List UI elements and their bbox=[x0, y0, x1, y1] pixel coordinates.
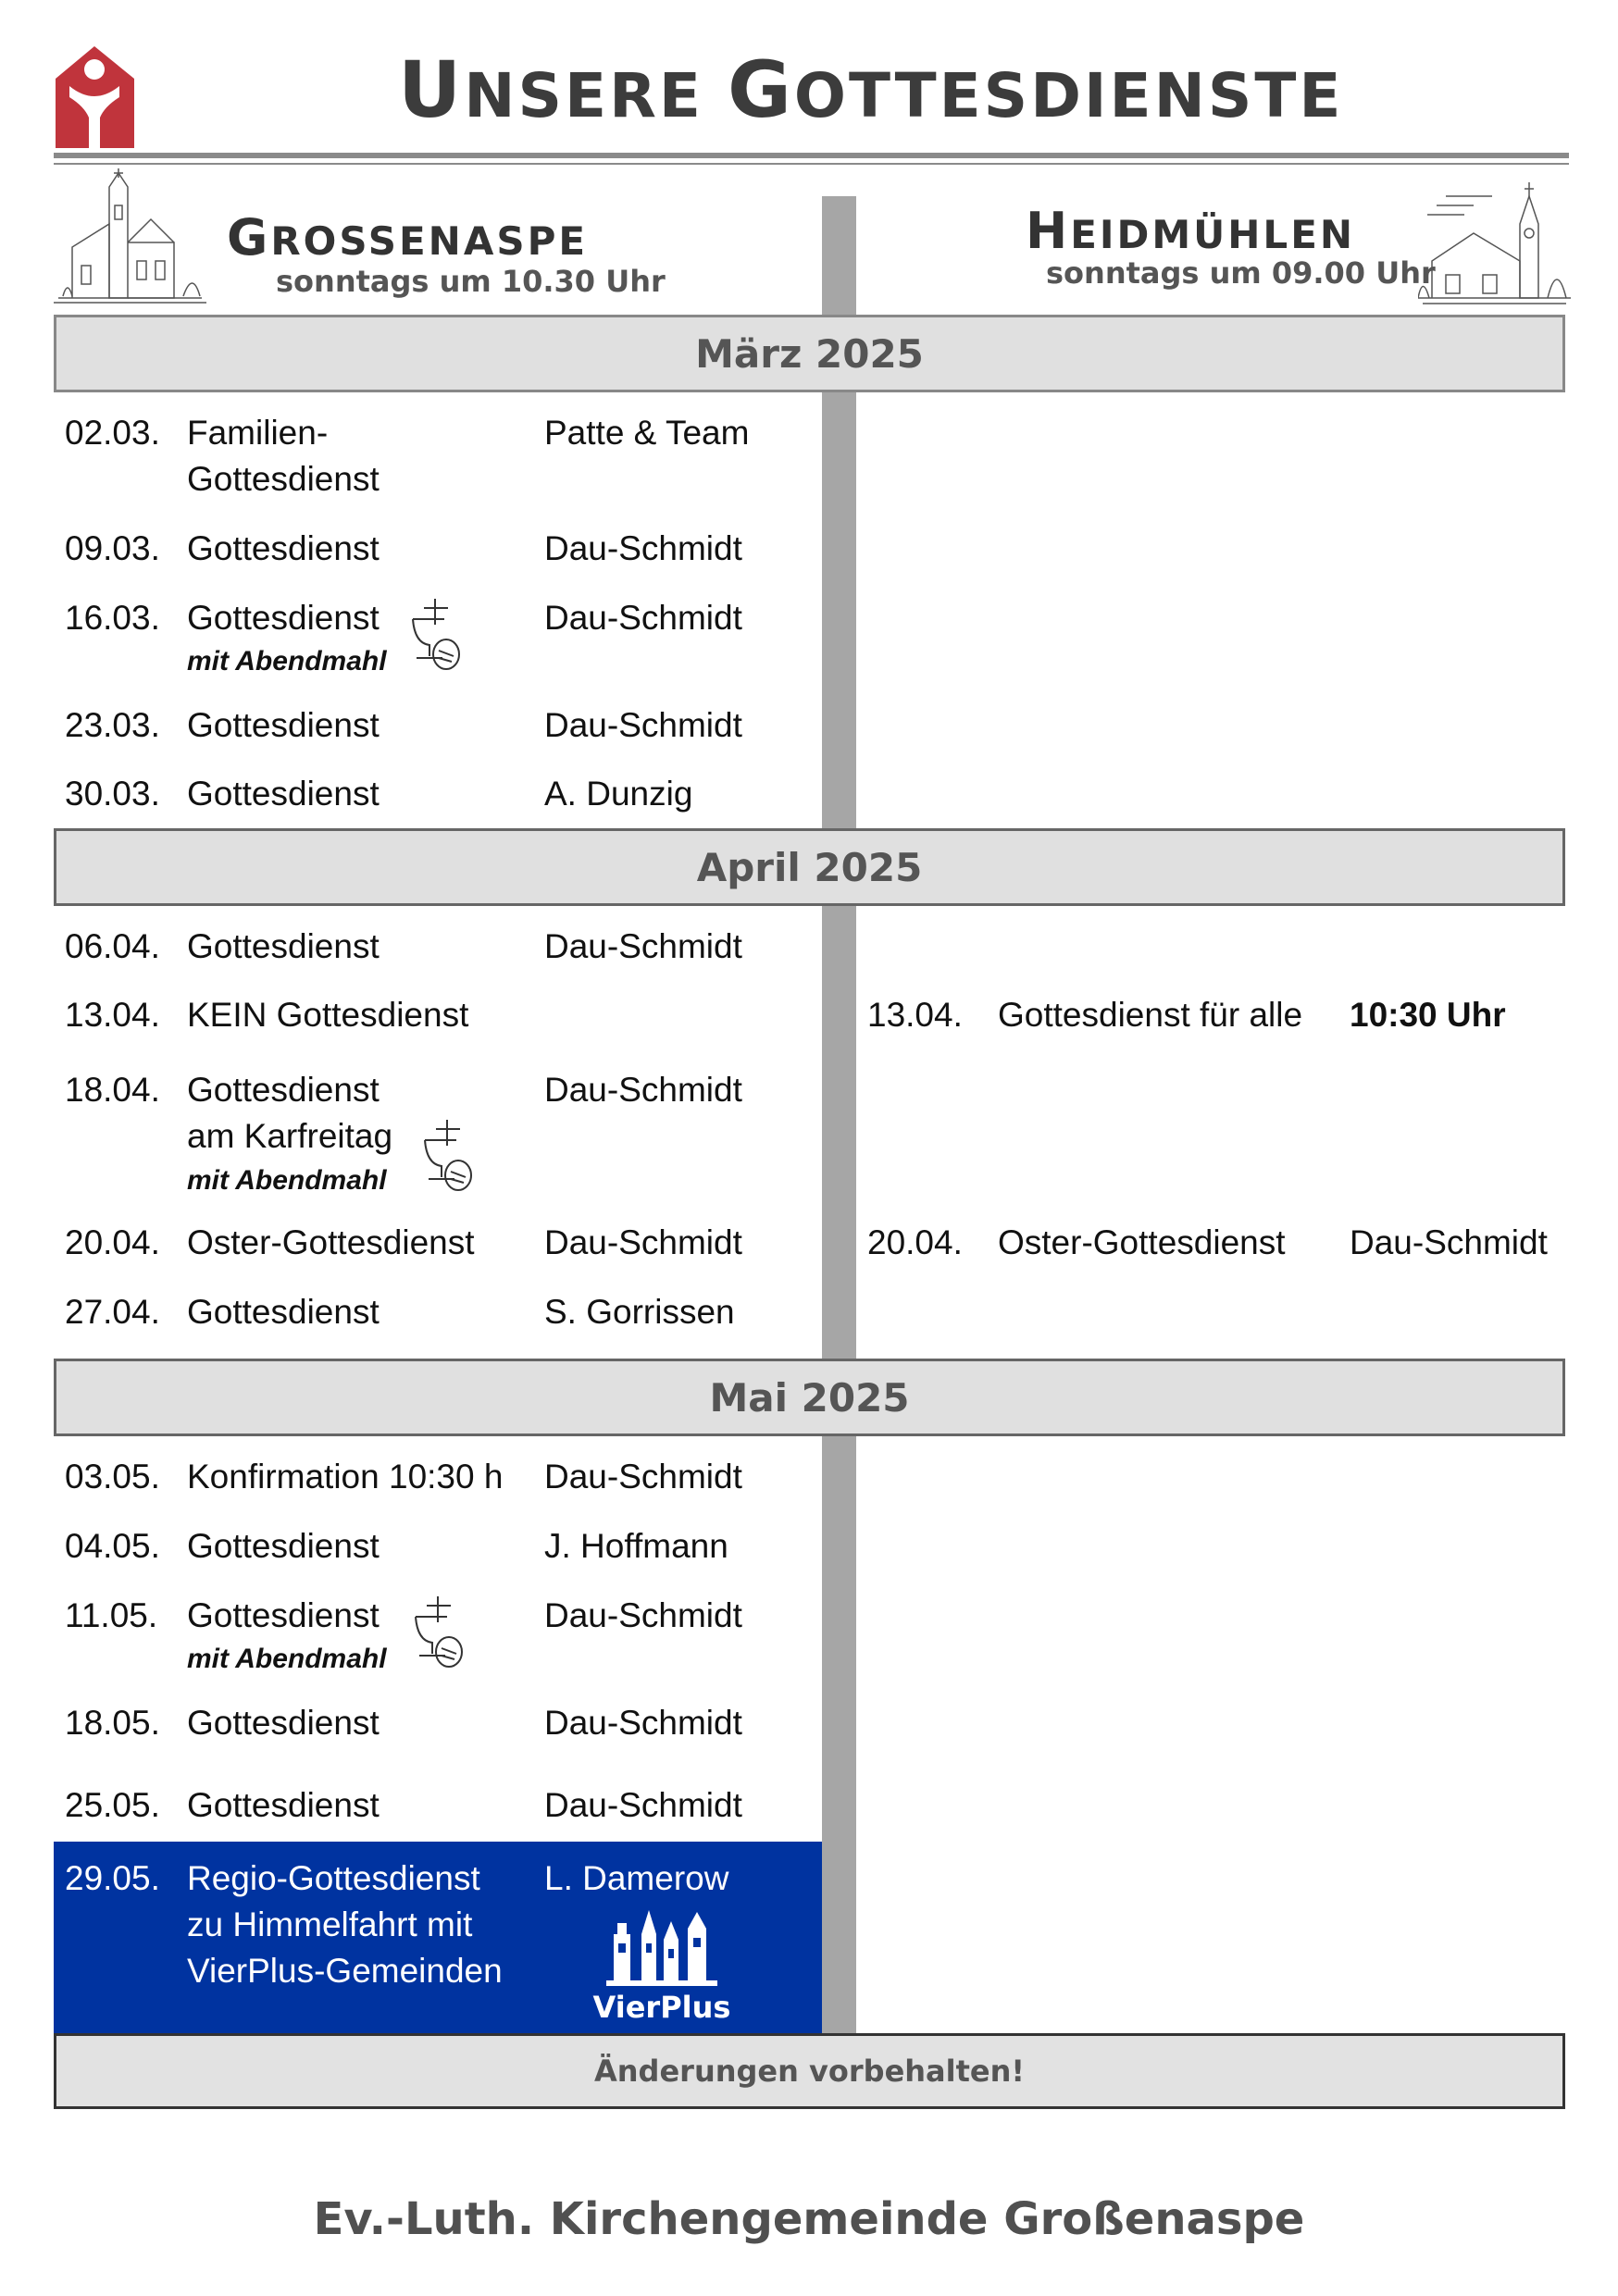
vierplus-logo-text: VierPlus bbox=[592, 1990, 731, 2025]
month-header-april: April 2025 bbox=[54, 828, 1565, 906]
church-sketch-right-icon bbox=[1418, 168, 1571, 307]
header-rule-thin bbox=[54, 163, 1569, 165]
column-divider bbox=[822, 196, 856, 2038]
communion-chalice-icon bbox=[419, 1118, 479, 1196]
vierplus-towers-icon bbox=[606, 1906, 717, 1988]
location-name-grossenaspe: GROSSENASPE bbox=[227, 208, 589, 267]
church-sketch-left-icon bbox=[54, 168, 206, 307]
month-header-march: März 2025 bbox=[54, 315, 1565, 392]
page-title: UNSERE GOTTESDIENSTE bbox=[398, 44, 1344, 135]
month-header-may: Mai 2025 bbox=[54, 1359, 1565, 1436]
changes-note: Änderungen vorbehalten! bbox=[54, 2033, 1565, 2109]
location-name-heidmuehlen: HEIDMÜHLEN bbox=[1026, 202, 1356, 260]
communion-chalice-icon bbox=[407, 597, 467, 675]
parish-logo-icon bbox=[51, 42, 139, 153]
footer-parish-name: Ev.-Luth. Kirchengemeinde Großenaspe bbox=[313, 2193, 1305, 2245]
header-rule bbox=[54, 153, 1569, 158]
location-time-heidmuehlen: sonntags um 09.00 Uhr bbox=[1046, 255, 1436, 291]
communion-chalice-icon bbox=[410, 1595, 469, 1672]
location-time-grossenaspe: sonntags um 10.30 Uhr bbox=[276, 264, 666, 299]
